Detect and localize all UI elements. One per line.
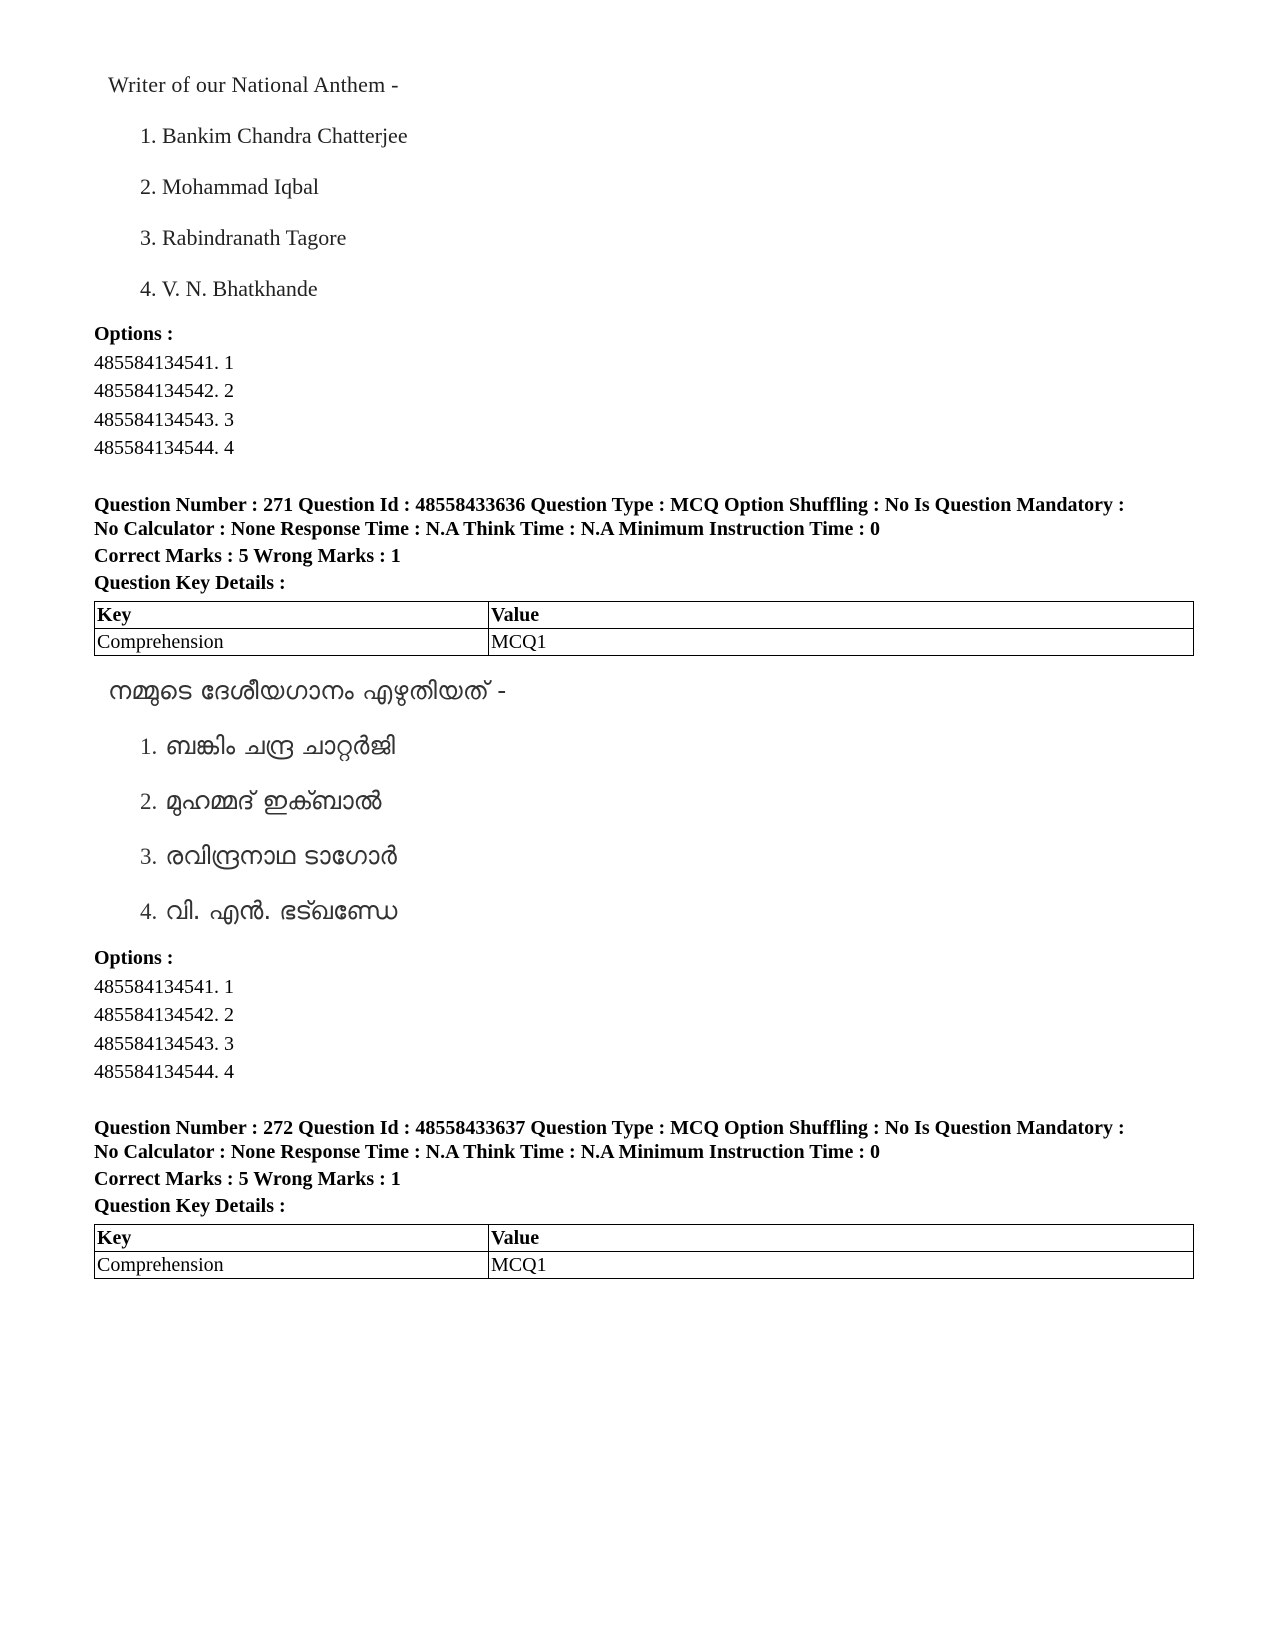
options-header: Options : [94,947,174,969]
question-meta-line: No Calculator : None Response Time : N.A Think Time : N.A Minimum Instruction Time : 0 [94,517,880,540]
choice-item: 1. ബങ്കിം ചന്ദ്ര ചാറ്റർജി [140,731,395,760]
marks-line: Correct Marks : 5 Wrong Marks : 1 [94,545,401,567]
option-item: 485584134543. 3 [94,1032,234,1055]
option-item: 485584134542. 2 [94,380,234,402]
choice-item: 3. രവിന്ദ്രനാഥ ടാഗോർ [140,841,397,870]
table-header-value: Value [489,602,1194,629]
question-meta [94,494,1125,541]
table-cell-key: Comprehension [95,629,489,656]
choice-item: 4. V. N. Bhatkhande [140,276,318,301]
options-list [94,944,234,1087]
question-meta-line: Question Number : 271 Question Id : 48558433636 Question Type : MCQ Option Shuffling : No Is Question Mandatory : [94,494,1125,516]
table-cell-value: MCQ1 [489,629,1194,656]
option-item: 485584134544. 4 [94,437,234,459]
option-item: 485584134544. 4 [94,1061,234,1083]
question-meta-line: Question Number : 272 Question Id : 48558433637 Question Type : MCQ Option Shuffling : No Is Question Mandatory : [94,1117,1125,1139]
choice-item: 2. Mohammad Iqbal [140,174,320,199]
question-image-english [108,72,408,301]
table-header-key: Key [95,602,489,629]
option-item: 485584134541. 1 [94,975,234,998]
table-header-row [95,1225,1194,1252]
option-item: 485584134542. 2 [94,1004,234,1026]
options-header: Options : [94,323,174,345]
key-details-table [94,1224,1194,1279]
question-stem: നമ്മുടെ ദേശീയഗാനം എഴുതിയത് - [108,676,507,705]
options-list [94,320,234,463]
question-meta [94,1117,1125,1164]
table-cell-value: MCQ1 [489,1252,1194,1279]
table-header-value: Value [489,1225,1194,1252]
option-item: 485584134541. 1 [94,351,234,374]
question-meta-line: No Calculator : None Response Time : N.A Think Time : N.A Minimum Instruction Time : 0 [94,1140,880,1163]
marks-line: Correct Marks : 5 Wrong Marks : 1 [94,1168,401,1190]
key-details-heading: Question Key Details : [94,572,286,594]
choice-item: 4. വി. എൻ. ഭട്ഖണ്ഡേ [140,896,398,925]
table-header-key: Key [95,1225,489,1252]
choice-item: 2. മുഹമ്മദ് ഇക്ബാൽ [140,786,382,815]
table-row [95,1252,1194,1279]
option-item: 485584134543. 3 [94,408,234,431]
table-header-row [95,602,1194,629]
choice-item: 1. Bankim Chandra Chatterjee [140,123,408,148]
choice-item: 3. Rabindranath Tagore [140,225,347,250]
table-cell-key: Comprehension [95,1252,489,1279]
key-details-heading: Question Key Details : [94,1195,286,1217]
table-row [95,629,1194,656]
question-image-malayalam [108,676,507,925]
question-stem: Writer of our National Anthem - [108,72,399,97]
key-details-table [94,601,1194,656]
